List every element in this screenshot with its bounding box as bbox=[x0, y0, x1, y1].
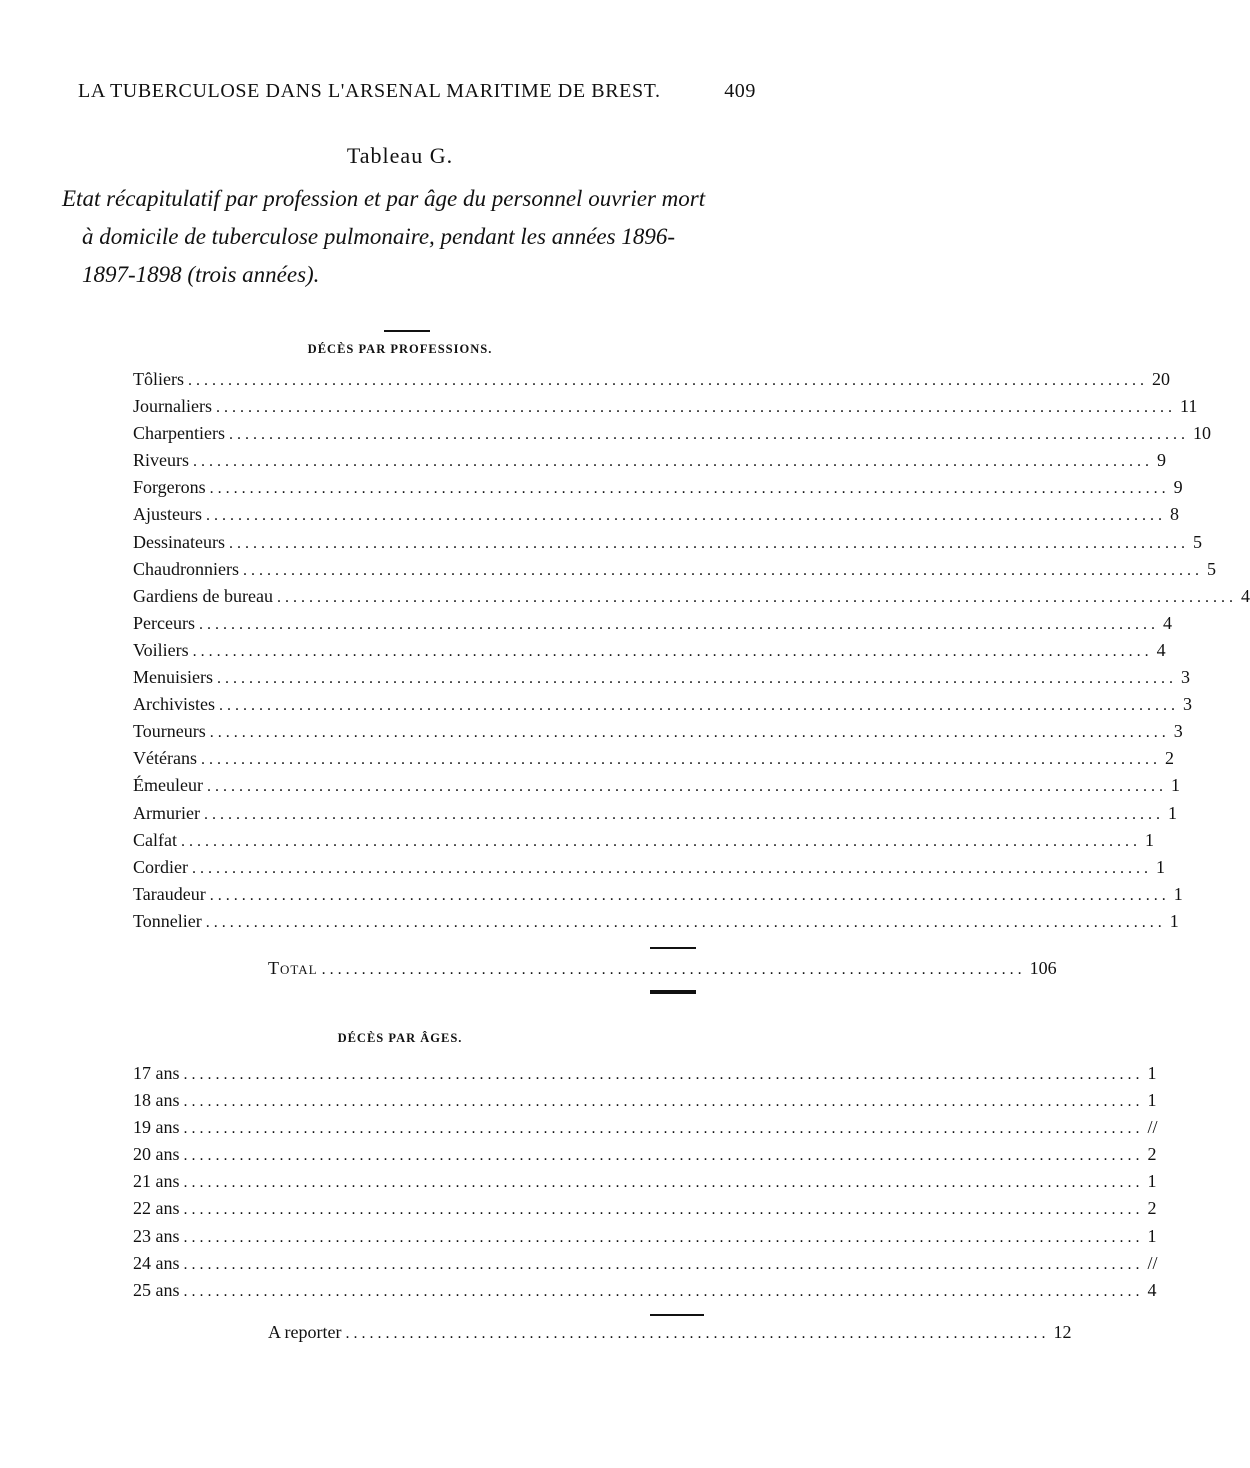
row-value: 3 bbox=[1182, 694, 1192, 715]
profession-row bbox=[133, 504, 1179, 531]
row-label: Dessinateurs bbox=[133, 531, 225, 552]
row-value: 1 bbox=[1155, 856, 1165, 877]
age-row bbox=[133, 1225, 1157, 1253]
row-label: 19 ans bbox=[133, 1117, 180, 1138]
profession-row bbox=[133, 883, 1183, 911]
age-row bbox=[133, 1171, 1157, 1198]
carry-rule bbox=[650, 1314, 704, 1316]
row-label: Journaliers bbox=[133, 396, 212, 417]
profession-row bbox=[133, 396, 1198, 423]
leader-dots: ........................................................................................................................ bbox=[217, 670, 1177, 688]
profession-row bbox=[133, 694, 1192, 721]
leader-dots: ........................................................................................................................ bbox=[183, 1174, 1144, 1192]
age-row bbox=[133, 1279, 1157, 1307]
profession-row bbox=[133, 748, 1174, 775]
row-value: 1 bbox=[1147, 1225, 1157, 1246]
leader-dots: ........................................................................................................................ bbox=[183, 1282, 1144, 1300]
leader-dots: ........................................................................................ bbox=[345, 1325, 1050, 1342]
leader-dots: ........................................................................................................................ bbox=[228, 534, 1189, 552]
running-title: LA TUBERCULOSE DANS L'ARSENAL MARITIME DE BREST. bbox=[78, 80, 661, 102]
row-value: 1 bbox=[1167, 802, 1177, 823]
carry-forward-row bbox=[268, 1322, 1072, 1349]
row-label: 24 ans bbox=[133, 1252, 180, 1273]
leader-dots: ........................................................................................................................ bbox=[206, 778, 1167, 796]
profession-row bbox=[133, 910, 1179, 938]
row-label: 25 ans bbox=[133, 1279, 180, 1300]
row-value: 9 bbox=[1157, 450, 1166, 471]
row-value: 1 bbox=[1147, 1063, 1157, 1083]
leader-dots: ........................................................................................................................ bbox=[183, 1228, 1144, 1246]
carry-label: A reporter bbox=[268, 1322, 342, 1342]
profession-row bbox=[133, 802, 1177, 830]
row-label: Chaudronniers bbox=[133, 558, 239, 579]
profession-row bbox=[133, 369, 1170, 396]
row-label: 21 ans bbox=[133, 1171, 180, 1192]
row-value: 1 bbox=[1147, 1090, 1157, 1111]
profession-row bbox=[133, 531, 1202, 559]
age-row bbox=[133, 1252, 1158, 1280]
leader-dots: ........................................................................................................................ bbox=[180, 832, 1141, 850]
leader-dots: ........................................................................................................................ bbox=[242, 561, 1203, 579]
row-label: Vétérans bbox=[133, 748, 197, 769]
row-label: Tourneurs bbox=[133, 721, 206, 742]
row-value: 5 bbox=[1192, 531, 1202, 552]
leader-dots: ........................................................................................................................ bbox=[198, 615, 1159, 633]
row-label: Cordier bbox=[133, 856, 188, 877]
separator-rule bbox=[384, 330, 430, 332]
leader-dots: ........................................................................................ bbox=[321, 961, 1026, 978]
row-label: Riveurs bbox=[133, 450, 189, 471]
row-value: 11 bbox=[1179, 396, 1198, 417]
row-label: 17 ans bbox=[133, 1063, 180, 1083]
row-value: 4 bbox=[1156, 639, 1166, 660]
row-label: Menuisiers bbox=[133, 667, 213, 688]
profession-row bbox=[133, 639, 1166, 667]
leader-dots: ........................................................................................................................ bbox=[192, 642, 1153, 660]
row-value: 2 bbox=[1164, 748, 1174, 769]
caption-line-3: 1897-1898 (trois années). bbox=[82, 262, 320, 287]
profession-row bbox=[133, 585, 1250, 613]
caption-line-2: à domicile de tuberculose pulmonaire, pendant les années 1896- bbox=[82, 224, 675, 249]
running-header bbox=[78, 80, 756, 103]
row-value: 2 bbox=[1147, 1198, 1157, 1219]
leader-dots: ........................................................................................................................ bbox=[183, 1093, 1144, 1111]
profession-row bbox=[133, 667, 1190, 694]
profession-row bbox=[133, 856, 1165, 884]
leader-dots: ........................................................................................................................ bbox=[209, 724, 1170, 742]
row-label: 22 ans bbox=[133, 1198, 180, 1219]
row-value: 2 bbox=[1147, 1144, 1157, 1165]
profession-row bbox=[133, 423, 1211, 450]
leader-dots: ........................................................................................................................ bbox=[191, 859, 1152, 877]
row-label: Ajusteurs bbox=[133, 504, 202, 525]
professions-heading: DÉCÈS PAR PROFESSIONS. bbox=[307, 342, 493, 356]
leader-dots: ........................................................................................................................ bbox=[218, 697, 1179, 715]
row-label: 18 ans bbox=[133, 1090, 180, 1111]
row-label: Charpentiers bbox=[133, 423, 225, 444]
leader-dots: ........................................................................................................................ bbox=[209, 480, 1170, 498]
ages-list bbox=[133, 1063, 1158, 1307]
row-value: 1 bbox=[1173, 883, 1183, 904]
row-label: 20 ans bbox=[133, 1144, 180, 1165]
leader-dots: ........................................................................................................................ bbox=[209, 886, 1170, 904]
row-label: Perceurs bbox=[133, 612, 195, 633]
row-value: 1 bbox=[1170, 775, 1180, 796]
leader-dots: ........................................................................................................................ bbox=[215, 399, 1176, 417]
row-label: Taraudeur bbox=[133, 883, 206, 904]
row-value: // bbox=[1147, 1117, 1158, 1138]
row-value: 1 bbox=[1144, 829, 1154, 850]
row-value: 3 bbox=[1173, 721, 1183, 742]
leader-dots: ........................................................................................................................ bbox=[200, 751, 1161, 769]
profession-row bbox=[133, 477, 1183, 504]
profession-row bbox=[133, 450, 1166, 477]
row-label: Voiliers bbox=[133, 639, 189, 660]
profession-row bbox=[133, 612, 1172, 640]
carry-value: 12 bbox=[1053, 1322, 1072, 1342]
row-label: 23 ans bbox=[133, 1225, 180, 1246]
leader-dots: ........................................................................................................................ bbox=[228, 426, 1189, 444]
leader-dots: ........................................................................................................................ bbox=[183, 1066, 1144, 1083]
row-label: Forgerons bbox=[133, 477, 206, 498]
leader-dots: ........................................................................................................................ bbox=[183, 1201, 1144, 1219]
total-row bbox=[268, 958, 1057, 985]
leader-dots: ........................................................................................................................ bbox=[203, 805, 1164, 823]
row-label: Émeuleur bbox=[133, 775, 203, 796]
row-value: 4 bbox=[1147, 1279, 1157, 1300]
age-row bbox=[133, 1198, 1157, 1225]
leader-dots: ........................................................................................................................ bbox=[276, 588, 1237, 606]
row-value: 4 bbox=[1240, 585, 1250, 606]
profession-row bbox=[133, 775, 1180, 802]
caption-line-1: Etat récapitulatif par profession et par âge du personnel ouvrier mort bbox=[62, 186, 706, 211]
total-rule-bottom bbox=[650, 990, 696, 994]
row-value: 1 bbox=[1169, 910, 1179, 931]
page-number: 409 bbox=[724, 80, 756, 102]
leader-dots: ........................................................................................................................ bbox=[183, 1255, 1144, 1273]
row-label: Armurier bbox=[133, 802, 200, 823]
row-label: Calfat bbox=[133, 829, 177, 850]
row-label: Gardiens de bureau bbox=[133, 585, 273, 606]
row-value: 1 bbox=[1147, 1171, 1157, 1192]
row-value: 10 bbox=[1192, 423, 1211, 444]
ages-heading: DÉCÈS PAR ÂGES. bbox=[337, 1031, 463, 1045]
total-rule-top bbox=[650, 947, 696, 949]
row-value: 20 bbox=[1152, 369, 1170, 389]
table-title: Tableau G. bbox=[346, 143, 454, 168]
row-label: Archivistes bbox=[133, 694, 215, 715]
age-row bbox=[133, 1063, 1157, 1090]
leader-dots: ........................................................................................................................ bbox=[206, 507, 1166, 525]
table-caption bbox=[62, 180, 762, 294]
profession-row bbox=[133, 829, 1154, 857]
row-value: 3 bbox=[1181, 667, 1190, 688]
row-value: 5 bbox=[1206, 558, 1216, 579]
leader-dots: ........................................................................................................................ bbox=[205, 913, 1166, 931]
row-value: // bbox=[1147, 1252, 1158, 1273]
leader-dots: ........................................................................................................................ bbox=[183, 1120, 1144, 1138]
row-label: Tonnelier bbox=[133, 910, 202, 931]
total-label: Total bbox=[268, 958, 318, 978]
row-label: Tôliers bbox=[133, 369, 184, 389]
row-value: 4 bbox=[1162, 612, 1172, 633]
leader-dots: ........................................................................................................................ bbox=[183, 1147, 1144, 1165]
total-value: 106 bbox=[1029, 958, 1057, 978]
leader-dots: ........................................................................................................................ bbox=[188, 372, 1148, 389]
profession-row bbox=[133, 558, 1216, 586]
leader-dots: ........................................................................................................................ bbox=[193, 453, 1153, 471]
row-value: 8 bbox=[1170, 504, 1179, 525]
profession-row bbox=[133, 721, 1183, 748]
age-row bbox=[133, 1117, 1158, 1144]
age-row bbox=[133, 1090, 1157, 1117]
row-value: 9 bbox=[1173, 477, 1183, 498]
professions-list bbox=[133, 369, 1250, 938]
age-row bbox=[133, 1144, 1157, 1171]
